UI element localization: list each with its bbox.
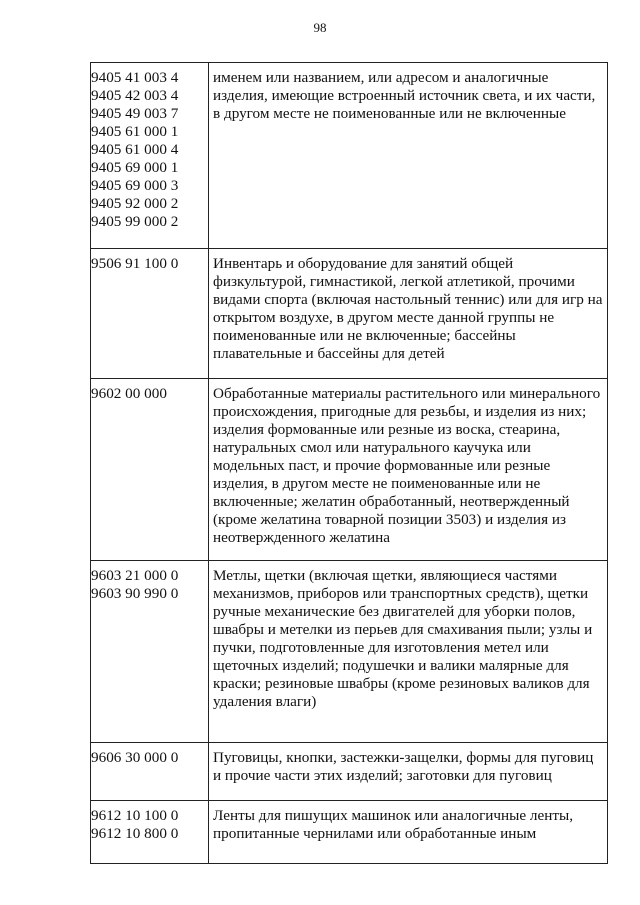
tn-ved-code-cell <box>91 743 209 801</box>
table-row <box>91 561 608 743</box>
tn-ved-code: 9603 21 000 0 <box>91 567 179 584</box>
tn-ved-code-cell <box>91 801 209 864</box>
tn-ved-code: 9612 10 100 0 <box>91 807 179 824</box>
description-line: механизмов, приборов или транспортных средств), щетки <box>213 585 589 602</box>
description-line: изделия формованные или резные из воска, стеарина, <box>213 421 561 438</box>
tn-ved-code: 9606 30 000 0 <box>91 749 179 766</box>
description-line: ручные механические без двигателей для уборки полов, <box>213 603 576 620</box>
tn-ved-code: 9506 91 100 0 <box>91 255 179 272</box>
description-line: Инвентарь и оборудование для занятий общей <box>213 255 514 272</box>
description-line: пучки, подготовленные для изготовления метел или <box>213 639 549 656</box>
description-line: происхождения, пригодные для резьбы, и изделия из них; <box>213 403 587 420</box>
description-line: включенные; желатин обработанный, неотвержденный <box>213 493 570 510</box>
tn-ved-code: 9405 61 000 4 <box>91 141 179 158</box>
description-line: открытом воздухе, в другом месте данной группы не <box>213 309 555 326</box>
description-line: плавательные и бассейны для детей <box>213 345 445 362</box>
tn-ved-code: 9603 90 990 0 <box>91 585 179 602</box>
description-line: натуральных смол или натурального каучука или <box>213 439 531 456</box>
tn-ved-code: 9405 42 003 4 <box>91 87 179 104</box>
product-description-cell <box>209 801 608 864</box>
description-line: и прочие части этих изделий; заготовки для пуговиц <box>213 767 552 784</box>
tn-ved-code: 9405 92 000 2 <box>91 195 179 212</box>
description-line: изделия, в другом месте не поименованные или не <box>213 475 541 492</box>
description-line: (кроме желатина товарной позиции 3503) и изделия из <box>213 511 566 528</box>
description-line: видами спорта (включая настольный теннис) или для игр на <box>213 291 603 308</box>
product-description-cell <box>209 63 608 249</box>
description-line: Ленты для пишущих машинок или аналогичные ленты, <box>213 807 574 824</box>
tn-ved-code-cell <box>91 63 209 249</box>
tn-ved-code-cell <box>91 249 209 379</box>
product-description-cell <box>209 249 608 379</box>
description-line: щеточных изделий; подушечки и валики малярные для <box>213 657 569 674</box>
description-line: швабры и метелки из перьев для смахивания пыли; узлы и <box>213 621 593 638</box>
description-line: изделия, имеющие встроенный источник света, и их части, <box>213 87 596 104</box>
table-row <box>91 743 608 801</box>
description-line: именем или названием, или адресом и аналогичные <box>213 69 549 86</box>
product-description-cell <box>209 743 608 801</box>
description-line: в другом месте не поименованные или не включенные <box>213 105 566 122</box>
description-line: Обработанные материалы растительного или минерального <box>213 385 601 402</box>
tn-ved-code: 9405 41 003 4 <box>91 69 179 86</box>
table-row <box>91 63 608 249</box>
description-line: поименованные или не включенные; бассейны <box>213 327 516 344</box>
table-row <box>91 249 608 379</box>
tn-ved-code: 9405 69 000 1 <box>91 159 179 176</box>
description-line: удаления влаги) <box>213 693 317 710</box>
description-line: Метлы, щетки (включая щетки, являющиеся частями <box>213 567 557 584</box>
tn-ved-code: 9405 49 003 7 <box>91 105 179 122</box>
tariff-codes-table <box>90 62 608 864</box>
tn-ved-code: 9405 69 000 3 <box>91 177 179 194</box>
tn-ved-code-cell <box>91 379 209 561</box>
table-row <box>91 379 608 561</box>
product-description-cell <box>209 379 608 561</box>
tn-ved-code: 9405 61 000 1 <box>91 123 179 140</box>
tn-ved-code: 9405 99 000 2 <box>91 213 179 230</box>
table-row <box>91 801 608 864</box>
product-description-cell <box>209 561 608 743</box>
tn-ved-code-cell <box>91 561 209 743</box>
description-line: неотвержденного желатина <box>213 529 390 546</box>
tn-ved-code: 9602 00 000 <box>91 385 167 402</box>
description-line: модельных паст, и прочие формованные или резные <box>213 457 551 474</box>
description-line: физкультурой, гимнастикой, легкой атлетикой, прочими <box>213 273 575 290</box>
description-line: пропитанные чернилами или обработанные иным <box>213 825 537 842</box>
page-number: 98 <box>313 20 327 35</box>
tn-ved-code: 9612 10 800 0 <box>91 825 179 842</box>
description-line: Пуговицы, кнопки, застежки-защелки, формы для пуговиц <box>213 749 594 766</box>
description-line: краски; резиновые швабры (кроме резиновых валиков для <box>213 675 590 692</box>
